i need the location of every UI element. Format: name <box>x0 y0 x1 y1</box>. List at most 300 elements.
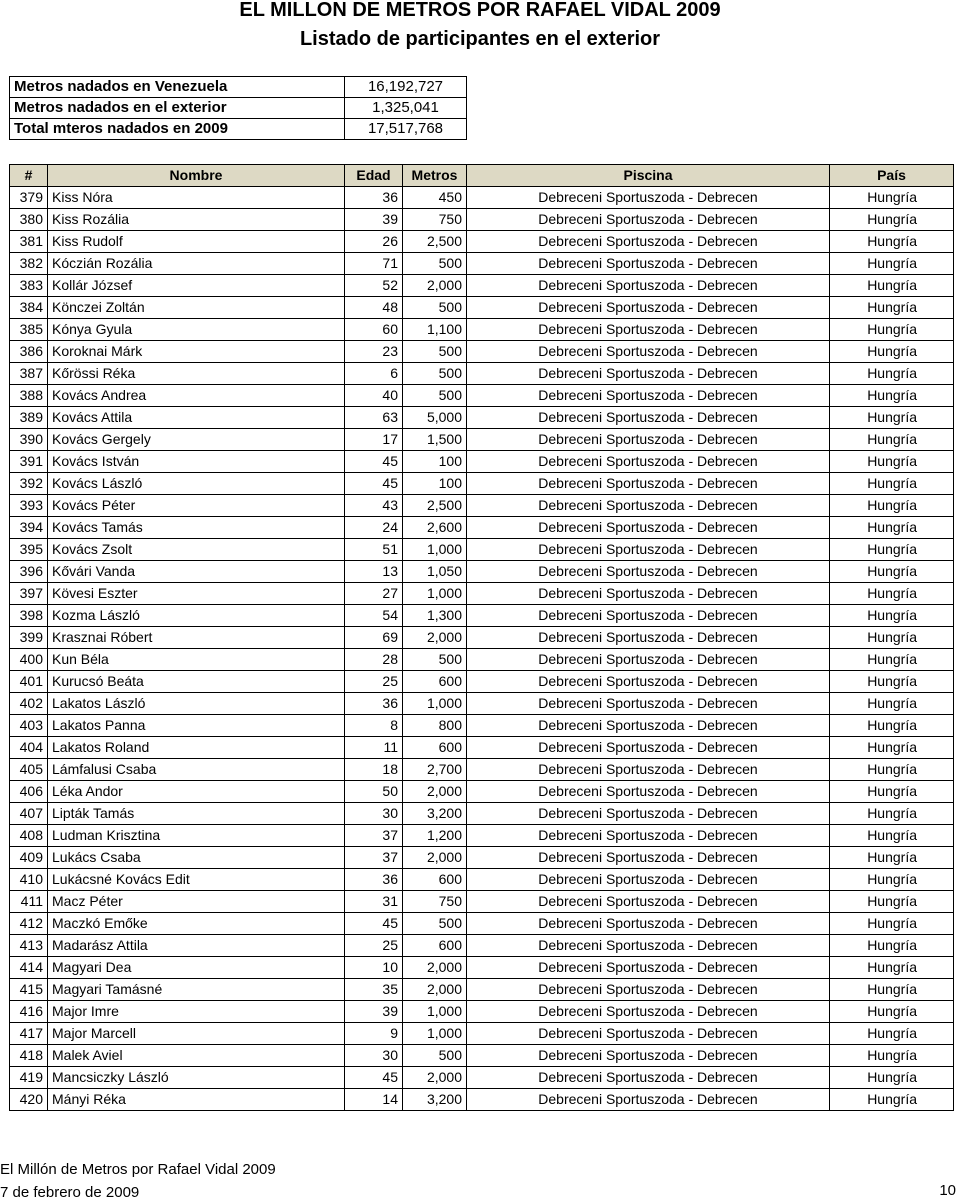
cell-name: Krasznai Róbert <box>48 627 345 649</box>
cell-meters: 800 <box>403 715 467 737</box>
cell-age: 25 <box>345 935 403 957</box>
cell-meters: 100 <box>403 451 467 473</box>
table-row <box>10 231 954 253</box>
cell-name: Kozma László <box>48 605 345 627</box>
cell-country: Hungría <box>830 891 954 913</box>
cell-pool: Debreceni Sportuszoda - Debrecen <box>467 187 830 209</box>
table-row <box>10 957 954 979</box>
table-row <box>10 869 954 891</box>
table-row <box>10 363 954 385</box>
cell-pool: Debreceni Sportuszoda - Debrecen <box>467 231 830 253</box>
cell-name: Maczkó Emőke <box>48 913 345 935</box>
cell-country: Hungría <box>830 407 954 429</box>
cell-meters: 450 <box>403 187 467 209</box>
table-row <box>10 715 954 737</box>
cell-age: 10 <box>345 957 403 979</box>
cell-pool: Debreceni Sportuszoda - Debrecen <box>467 539 830 561</box>
cell-age: 30 <box>345 1045 403 1067</box>
cell-num: 388 <box>10 385 48 407</box>
cell-num: 380 <box>10 209 48 231</box>
cell-meters: 500 <box>403 913 467 935</box>
cell-name: Kónya Gyula <box>48 319 345 341</box>
cell-age: 37 <box>345 847 403 869</box>
cell-country: Hungría <box>830 539 954 561</box>
cell-meters: 600 <box>403 869 467 891</box>
cell-pool: Debreceni Sportuszoda - Debrecen <box>467 1089 830 1111</box>
cell-num: 420 <box>10 1089 48 1111</box>
cell-meters: 1,000 <box>403 539 467 561</box>
cell-country: Hungría <box>830 275 954 297</box>
cell-country: Hungría <box>830 363 954 385</box>
cell-name: Major Imre <box>48 1001 345 1023</box>
cell-age: 31 <box>345 891 403 913</box>
cell-num: 407 <box>10 803 48 825</box>
table-row <box>10 429 954 451</box>
cell-meters: 600 <box>403 935 467 957</box>
cell-age: 13 <box>345 561 403 583</box>
cell-age: 30 <box>345 803 403 825</box>
cell-country: Hungría <box>830 1045 954 1067</box>
cell-num: 390 <box>10 429 48 451</box>
cell-pool: Debreceni Sportuszoda - Debrecen <box>467 341 830 363</box>
cell-age: 54 <box>345 605 403 627</box>
table-row <box>10 341 954 363</box>
cell-name: Kovács Péter <box>48 495 345 517</box>
cell-name: Kőrössi Réka <box>48 363 345 385</box>
cell-meters: 750 <box>403 209 467 231</box>
participants-table <box>9 164 954 1111</box>
summary-label: Metros nadados en Venezuela <box>10 77 345 98</box>
header-meters: Metros <box>403 165 467 187</box>
cell-num: 383 <box>10 275 48 297</box>
page-number: 10 <box>939 1182 956 1199</box>
cell-num: 400 <box>10 649 48 671</box>
cell-age: 71 <box>345 253 403 275</box>
table-row <box>10 561 954 583</box>
cell-pool: Debreceni Sportuszoda - Debrecen <box>467 473 830 495</box>
table-row <box>10 451 954 473</box>
cell-meters: 2,000 <box>403 1067 467 1089</box>
table-row <box>10 297 954 319</box>
cell-country: Hungría <box>830 1067 954 1089</box>
page-subtitle: Listado de participantes en el exterior <box>299 28 661 50</box>
cell-pool: Debreceni Sportuszoda - Debrecen <box>467 671 830 693</box>
cell-pool: Debreceni Sportuszoda - Debrecen <box>467 847 830 869</box>
table-row <box>10 913 954 935</box>
footer-event-name: El Millón de Metros por Rafael Vidal 2009 <box>0 1161 276 1178</box>
cell-meters: 600 <box>403 671 467 693</box>
cell-name: Kollár József <box>48 275 345 297</box>
summary-value: 17,517,768 <box>345 119 467 140</box>
cell-meters: 750 <box>403 891 467 913</box>
table-row <box>10 671 954 693</box>
cell-country: Hungría <box>830 649 954 671</box>
cell-country: Hungría <box>830 869 954 891</box>
cell-pool: Debreceni Sportuszoda - Debrecen <box>467 957 830 979</box>
header-country: País <box>830 165 954 187</box>
cell-name: Mányi Réka <box>48 1089 345 1111</box>
cell-age: 14 <box>345 1089 403 1111</box>
cell-meters: 1,050 <box>403 561 467 583</box>
cell-meters: 3,200 <box>403 1089 467 1111</box>
table-row <box>10 209 954 231</box>
cell-country: Hungría <box>830 825 954 847</box>
table-row <box>10 737 954 759</box>
table-row <box>10 539 954 561</box>
cell-country: Hungría <box>830 605 954 627</box>
table-row <box>10 1089 954 1111</box>
cell-pool: Debreceni Sportuszoda - Debrecen <box>467 913 830 935</box>
summary-row <box>10 98 467 119</box>
cell-country: Hungría <box>830 561 954 583</box>
cell-age: 45 <box>345 1067 403 1089</box>
table-row <box>10 627 954 649</box>
cell-name: Macz Péter <box>48 891 345 913</box>
cell-country: Hungría <box>830 913 954 935</box>
cell-country: Hungría <box>830 517 954 539</box>
cell-meters: 500 <box>403 363 467 385</box>
summary-label: Total mteros nadados en 2009 <box>10 119 345 140</box>
cell-pool: Debreceni Sportuszoda - Debrecen <box>467 495 830 517</box>
cell-name: Ludman Krisztina <box>48 825 345 847</box>
cell-name: Kovács Gergely <box>48 429 345 451</box>
cell-name: Kun Béla <box>48 649 345 671</box>
cell-pool: Debreceni Sportuszoda - Debrecen <box>467 583 830 605</box>
cell-pool: Debreceni Sportuszoda - Debrecen <box>467 979 830 1001</box>
cell-country: Hungría <box>830 935 954 957</box>
cell-meters: 2,000 <box>403 847 467 869</box>
cell-meters: 500 <box>403 297 467 319</box>
cell-country: Hungría <box>830 187 954 209</box>
cell-name: Kovács László <box>48 473 345 495</box>
cell-name: Léka Andor <box>48 781 345 803</box>
cell-meters: 1,000 <box>403 1023 467 1045</box>
cell-num: 410 <box>10 869 48 891</box>
cell-country: Hungría <box>830 737 954 759</box>
cell-name: Malek Aviel <box>48 1045 345 1067</box>
cell-age: 9 <box>345 1023 403 1045</box>
cell-num: 408 <box>10 825 48 847</box>
cell-name: Lakatos László <box>48 693 345 715</box>
cell-num: 384 <box>10 297 48 319</box>
cell-num: 392 <box>10 473 48 495</box>
cell-num: 397 <box>10 583 48 605</box>
cell-age: 35 <box>345 979 403 1001</box>
cell-country: Hungría <box>830 1023 954 1045</box>
cell-name: Major Marcell <box>48 1023 345 1045</box>
cell-age: 25 <box>345 671 403 693</box>
cell-age: 43 <box>345 495 403 517</box>
cell-name: Kiss Rudolf <box>48 231 345 253</box>
cell-num: 399 <box>10 627 48 649</box>
cell-pool: Debreceni Sportuszoda - Debrecen <box>467 627 830 649</box>
cell-num: 406 <box>10 781 48 803</box>
cell-meters: 2,500 <box>403 231 467 253</box>
cell-country: Hungría <box>830 1001 954 1023</box>
cell-country: Hungría <box>830 627 954 649</box>
cell-age: 52 <box>345 275 403 297</box>
summary-value: 1,325,041 <box>345 98 467 119</box>
table-row <box>10 319 954 341</box>
table-row <box>10 649 954 671</box>
cell-age: 8 <box>345 715 403 737</box>
cell-name: Magyari Tamásné <box>48 979 345 1001</box>
cell-pool: Debreceni Sportuszoda - Debrecen <box>467 759 830 781</box>
cell-age: 36 <box>345 693 403 715</box>
cell-meters: 1,500 <box>403 429 467 451</box>
cell-num: 405 <box>10 759 48 781</box>
cell-meters: 500 <box>403 253 467 275</box>
cell-country: Hungría <box>830 759 954 781</box>
cell-country: Hungría <box>830 319 954 341</box>
cell-name: Könczei Zoltán <box>48 297 345 319</box>
cell-num: 387 <box>10 363 48 385</box>
cell-age: 40 <box>345 385 403 407</box>
cell-name: Lakatos Panna <box>48 715 345 737</box>
cell-num: 391 <box>10 451 48 473</box>
cell-country: Hungría <box>830 429 954 451</box>
table-row <box>10 979 954 1001</box>
cell-num: 403 <box>10 715 48 737</box>
table-row <box>10 517 954 539</box>
cell-num: 386 <box>10 341 48 363</box>
cell-num: 381 <box>10 231 48 253</box>
header-name: Nombre <box>48 165 345 187</box>
table-row <box>10 847 954 869</box>
cell-name: Kovács Attila <box>48 407 345 429</box>
cell-country: Hungría <box>830 1089 954 1111</box>
cell-meters: 500 <box>403 385 467 407</box>
cell-num: 418 <box>10 1045 48 1067</box>
cell-meters: 2,000 <box>403 275 467 297</box>
cell-age: 60 <box>345 319 403 341</box>
cell-country: Hungría <box>830 847 954 869</box>
cell-pool: Debreceni Sportuszoda - Debrecen <box>467 297 830 319</box>
cell-age: 36 <box>345 869 403 891</box>
cell-pool: Debreceni Sportuszoda - Debrecen <box>467 693 830 715</box>
cell-num: 394 <box>10 517 48 539</box>
cell-country: Hungría <box>830 495 954 517</box>
cell-num: 417 <box>10 1023 48 1045</box>
table-row <box>10 693 954 715</box>
cell-pool: Debreceni Sportuszoda - Debrecen <box>467 407 830 429</box>
cell-country: Hungría <box>830 451 954 473</box>
cell-meters: 1,300 <box>403 605 467 627</box>
cell-age: 37 <box>345 825 403 847</box>
cell-meters: 2,000 <box>403 957 467 979</box>
cell-num: 415 <box>10 979 48 1001</box>
cell-meters: 100 <box>403 473 467 495</box>
table-row <box>10 759 954 781</box>
cell-pool: Debreceni Sportuszoda - Debrecen <box>467 605 830 627</box>
cell-name: Kóczián Rozália <box>48 253 345 275</box>
cell-age: 45 <box>345 451 403 473</box>
table-row <box>10 253 954 275</box>
cell-pool: Debreceni Sportuszoda - Debrecen <box>467 561 830 583</box>
cell-name: Kovács Zsolt <box>48 539 345 561</box>
cell-country: Hungría <box>830 693 954 715</box>
summary-row <box>10 119 467 140</box>
cell-num: 401 <box>10 671 48 693</box>
cell-num: 416 <box>10 1001 48 1023</box>
cell-pool: Debreceni Sportuszoda - Debrecen <box>467 275 830 297</box>
cell-age: 63 <box>345 407 403 429</box>
summary-value: 16,192,727 <box>345 77 467 98</box>
cell-meters: 2,000 <box>403 781 467 803</box>
cell-pool: Debreceni Sportuszoda - Debrecen <box>467 451 830 473</box>
table-row <box>10 495 954 517</box>
cell-pool: Debreceni Sportuszoda - Debrecen <box>467 869 830 891</box>
cell-name: Kővári Vanda <box>48 561 345 583</box>
cell-name: Kiss Rozália <box>48 209 345 231</box>
cell-num: 396 <box>10 561 48 583</box>
cell-country: Hungría <box>830 803 954 825</box>
cell-pool: Debreceni Sportuszoda - Debrecen <box>467 825 830 847</box>
cell-age: 28 <box>345 649 403 671</box>
cell-meters: 600 <box>403 737 467 759</box>
cell-pool: Debreceni Sportuszoda - Debrecen <box>467 737 830 759</box>
cell-country: Hungría <box>830 297 954 319</box>
header-age: Edad <box>345 165 403 187</box>
table-row <box>10 1067 954 1089</box>
cell-country: Hungría <box>830 231 954 253</box>
footer-date: 7 de febrero de 2009 <box>0 1184 140 1201</box>
cell-pool: Debreceni Sportuszoda - Debrecen <box>467 253 830 275</box>
cell-age: 11 <box>345 737 403 759</box>
cell-name: Kövesi Eszter <box>48 583 345 605</box>
cell-meters: 5,000 <box>403 407 467 429</box>
cell-pool: Debreceni Sportuszoda - Debrecen <box>467 1001 830 1023</box>
cell-meters: 1,000 <box>403 693 467 715</box>
cell-country: Hungría <box>830 583 954 605</box>
cell-age: 36 <box>345 187 403 209</box>
cell-pool: Debreceni Sportuszoda - Debrecen <box>467 385 830 407</box>
table-row <box>10 1045 954 1067</box>
cell-age: 27 <box>345 583 403 605</box>
cell-meters: 2,000 <box>403 627 467 649</box>
cell-num: 402 <box>10 693 48 715</box>
cell-age: 17 <box>345 429 403 451</box>
cell-age: 48 <box>345 297 403 319</box>
cell-meters: 1,100 <box>403 319 467 341</box>
cell-num: 411 <box>10 891 48 913</box>
cell-meters: 1,200 <box>403 825 467 847</box>
table-row <box>10 583 954 605</box>
cell-name: Lukács Csaba <box>48 847 345 869</box>
cell-num: 413 <box>10 935 48 957</box>
cell-meters: 500 <box>403 1045 467 1067</box>
cell-name: Madarász Attila <box>48 935 345 957</box>
cell-age: 39 <box>345 1001 403 1023</box>
cell-meters: 2,000 <box>403 979 467 1001</box>
cell-meters: 2,500 <box>403 495 467 517</box>
table-row <box>10 1001 954 1023</box>
cell-age: 23 <box>345 341 403 363</box>
cell-pool: Debreceni Sportuszoda - Debrecen <box>467 1023 830 1045</box>
cell-name: Mancsiczky László <box>48 1067 345 1089</box>
cell-age: 26 <box>345 231 403 253</box>
table-row <box>10 1023 954 1045</box>
table-row <box>10 385 954 407</box>
cell-meters: 500 <box>403 341 467 363</box>
cell-name: Magyari Dea <box>48 957 345 979</box>
cell-name: Kurucsó Beáta <box>48 671 345 693</box>
table-header-row <box>10 165 954 187</box>
cell-num: 382 <box>10 253 48 275</box>
cell-name: Kovács Tamás <box>48 517 345 539</box>
cell-age: 45 <box>345 473 403 495</box>
cell-country: Hungría <box>830 473 954 495</box>
cell-pool: Debreceni Sportuszoda - Debrecen <box>467 715 830 737</box>
table-row <box>10 891 954 913</box>
cell-pool: Debreceni Sportuszoda - Debrecen <box>467 363 830 385</box>
header-pool: Piscina <box>467 165 830 187</box>
cell-age: 18 <box>345 759 403 781</box>
cell-name: Kovács István <box>48 451 345 473</box>
cell-meters: 3,200 <box>403 803 467 825</box>
cell-name: Lipták Tamás <box>48 803 345 825</box>
cell-country: Hungría <box>830 341 954 363</box>
cell-pool: Debreceni Sportuszoda - Debrecen <box>467 1067 830 1089</box>
cell-meters: 500 <box>403 649 467 671</box>
cell-num: 419 <box>10 1067 48 1089</box>
table-row <box>10 275 954 297</box>
cell-country: Hungría <box>830 957 954 979</box>
cell-country: Hungría <box>830 979 954 1001</box>
cell-name: Lukácsné Kovács Edit <box>48 869 345 891</box>
cell-age: 51 <box>345 539 403 561</box>
cell-pool: Debreceni Sportuszoda - Debrecen <box>467 935 830 957</box>
cell-meters: 1,000 <box>403 1001 467 1023</box>
table-row <box>10 781 954 803</box>
cell-name: Koroknai Márk <box>48 341 345 363</box>
table-row <box>10 935 954 957</box>
cell-age: 69 <box>345 627 403 649</box>
cell-age: 6 <box>345 363 403 385</box>
cell-pool: Debreceni Sportuszoda - Debrecen <box>467 649 830 671</box>
summary-label: Metros nadados en el exterior <box>10 98 345 119</box>
cell-pool: Debreceni Sportuszoda - Debrecen <box>467 209 830 231</box>
header-num: # <box>10 165 48 187</box>
cell-num: 412 <box>10 913 48 935</box>
cell-num: 385 <box>10 319 48 341</box>
cell-pool: Debreceni Sportuszoda - Debrecen <box>467 781 830 803</box>
cell-num: 379 <box>10 187 48 209</box>
cell-age: 50 <box>345 781 403 803</box>
cell-country: Hungría <box>830 253 954 275</box>
cell-country: Hungría <box>830 209 954 231</box>
cell-age: 24 <box>345 517 403 539</box>
table-row <box>10 187 954 209</box>
cell-pool: Debreceni Sportuszoda - Debrecen <box>467 803 830 825</box>
cell-country: Hungría <box>830 781 954 803</box>
table-row <box>10 407 954 429</box>
cell-pool: Debreceni Sportuszoda - Debrecen <box>467 1045 830 1067</box>
cell-meters: 1,000 <box>403 583 467 605</box>
cell-name: Lámfalusi Csaba <box>48 759 345 781</box>
cell-pool: Debreceni Sportuszoda - Debrecen <box>467 517 830 539</box>
cell-num: 393 <box>10 495 48 517</box>
summary-table <box>9 76 467 140</box>
cell-pool: Debreceni Sportuszoda - Debrecen <box>467 891 830 913</box>
cell-pool: Debreceni Sportuszoda - Debrecen <box>467 429 830 451</box>
cell-num: 395 <box>10 539 48 561</box>
cell-num: 398 <box>10 605 48 627</box>
cell-country: Hungría <box>830 715 954 737</box>
cell-country: Hungría <box>830 671 954 693</box>
cell-num: 389 <box>10 407 48 429</box>
summary-row <box>10 77 467 98</box>
